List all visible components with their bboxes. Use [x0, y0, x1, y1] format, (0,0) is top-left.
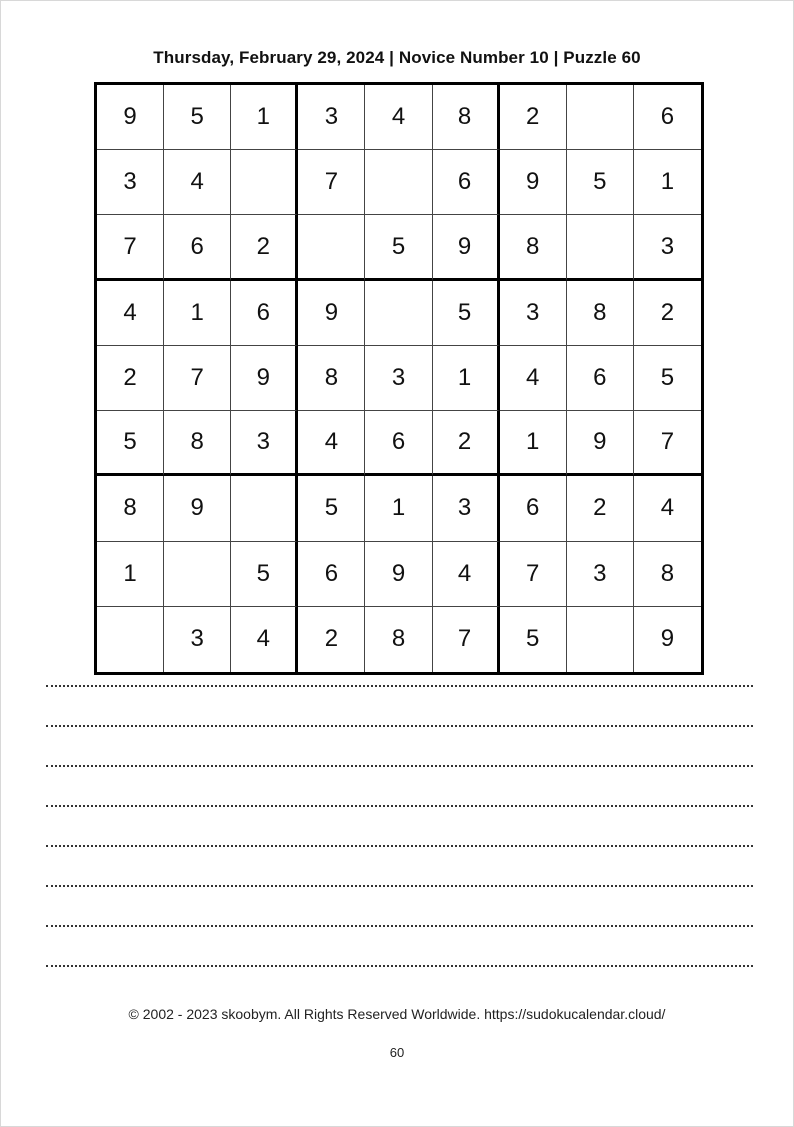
sudoku-cell: 3	[97, 150, 164, 215]
sudoku-cell: 4	[433, 542, 500, 607]
sudoku-cell: 7	[97, 215, 164, 280]
sudoku-cell: 2	[567, 476, 634, 541]
sudoku-grid	[94, 82, 704, 675]
note-line[interactable]	[46, 885, 753, 887]
sudoku-cell: 2	[634, 281, 701, 346]
sudoku-cell: 9	[567, 411, 634, 476]
sudoku-cell-empty[interactable]	[365, 281, 432, 346]
sudoku-cell: 5	[500, 607, 567, 672]
sudoku-cell: 5	[97, 411, 164, 476]
sudoku-cell: 8	[365, 607, 432, 672]
sudoku-cell: 2	[433, 411, 500, 476]
sudoku-cell: 8	[500, 215, 567, 280]
sudoku-cell: 7	[634, 411, 701, 476]
sudoku-cell: 2	[298, 607, 365, 672]
sudoku-cell-empty[interactable]	[231, 150, 298, 215]
note-line[interactable]	[46, 765, 753, 767]
sudoku-cell: 5	[164, 85, 231, 150]
sudoku-cell: 3	[567, 542, 634, 607]
sudoku-cell: 6	[500, 476, 567, 541]
sudoku-cell: 3	[231, 411, 298, 476]
sudoku-cell: 1	[231, 85, 298, 150]
sudoku-cell: 5	[567, 150, 634, 215]
sudoku-cell: 1	[634, 150, 701, 215]
sudoku-cell: 6	[231, 281, 298, 346]
note-line[interactable]	[46, 805, 753, 807]
sudoku-cell: 4	[365, 85, 432, 150]
page-number: 60	[389, 1045, 405, 1060]
sudoku-cell: 4	[634, 476, 701, 541]
sudoku-cell: 9	[298, 281, 365, 346]
sudoku-cell: 3	[634, 215, 701, 280]
sudoku-cell: 6	[433, 150, 500, 215]
sudoku-cell: 8	[567, 281, 634, 346]
sudoku-cell-empty[interactable]	[97, 607, 164, 672]
sudoku-cell: 9	[433, 215, 500, 280]
sudoku-cell: 9	[231, 346, 298, 411]
sudoku-cell: 1	[97, 542, 164, 607]
sudoku-cell: 3	[500, 281, 567, 346]
sudoku-cell-empty[interactable]	[567, 85, 634, 150]
note-line[interactable]	[46, 925, 753, 927]
sudoku-cell-empty[interactable]	[567, 215, 634, 280]
sudoku-cell: 3	[164, 607, 231, 672]
sudoku-cell-empty[interactable]	[567, 607, 634, 672]
sudoku-cell: 1	[365, 476, 432, 541]
sudoku-cell: 3	[298, 85, 365, 150]
notes-area	[46, 685, 753, 1005]
sudoku-cell: 4	[231, 607, 298, 672]
sudoku-cell: 5	[634, 346, 701, 411]
sudoku-cell: 9	[365, 542, 432, 607]
sudoku-cell: 4	[97, 281, 164, 346]
sudoku-cell: 5	[433, 281, 500, 346]
sudoku-cell: 5	[298, 476, 365, 541]
sudoku-cell: 6	[164, 215, 231, 280]
sudoku-cell: 4	[500, 346, 567, 411]
sudoku-cell: 4	[298, 411, 365, 476]
sudoku-cell: 9	[164, 476, 231, 541]
sudoku-cell: 8	[298, 346, 365, 411]
sudoku-cell: 8	[634, 542, 701, 607]
sudoku-cell-empty[interactable]	[298, 215, 365, 280]
sudoku-cell: 8	[164, 411, 231, 476]
note-line[interactable]	[46, 685, 753, 687]
sudoku-cell: 3	[365, 346, 432, 411]
sudoku-cell: 9	[97, 85, 164, 150]
sudoku-cell: 8	[97, 476, 164, 541]
sudoku-cell-empty[interactable]	[164, 542, 231, 607]
sudoku-cell: 6	[634, 85, 701, 150]
sudoku-cell-empty[interactable]	[231, 476, 298, 541]
sudoku-cell: 2	[500, 85, 567, 150]
sudoku-cell: 9	[500, 150, 567, 215]
note-line[interactable]	[46, 725, 753, 727]
sudoku-cell: 6	[365, 411, 432, 476]
sudoku-cell: 1	[500, 411, 567, 476]
sudoku-cell: 5	[231, 542, 298, 607]
sudoku-cell-empty[interactable]	[365, 150, 432, 215]
sudoku-cell: 7	[164, 346, 231, 411]
sudoku-cell: 4	[164, 150, 231, 215]
sudoku-cell: 7	[298, 150, 365, 215]
sudoku-cell: 9	[660, 625, 675, 653]
sudoku-cell: 7	[500, 542, 567, 607]
sudoku-cell: 1	[164, 281, 231, 346]
sudoku-cell: 3	[433, 476, 500, 541]
sudoku-cell: 1	[433, 346, 500, 411]
sudoku-cell: 6	[298, 542, 365, 607]
sudoku-cell: 6	[567, 346, 634, 411]
sudoku-cell: 2	[97, 346, 164, 411]
sudoku-cell: 8	[433, 85, 500, 150]
sudoku-cell: 5	[365, 215, 432, 280]
sudoku-cell: 2	[231, 215, 298, 280]
page-title: Thursday, February 29, 2024 | Novice Number 10 | Puzzle 60	[153, 48, 641, 67]
copyright-footer: © 2002 - 2023 skoobym. All Rights Reserved Worldwide. https://sudokucalendar.cloud/	[128, 1006, 666, 1022]
note-line[interactable]	[46, 845, 753, 847]
note-line[interactable]	[46, 965, 753, 967]
sudoku-cell: 7	[433, 607, 500, 672]
